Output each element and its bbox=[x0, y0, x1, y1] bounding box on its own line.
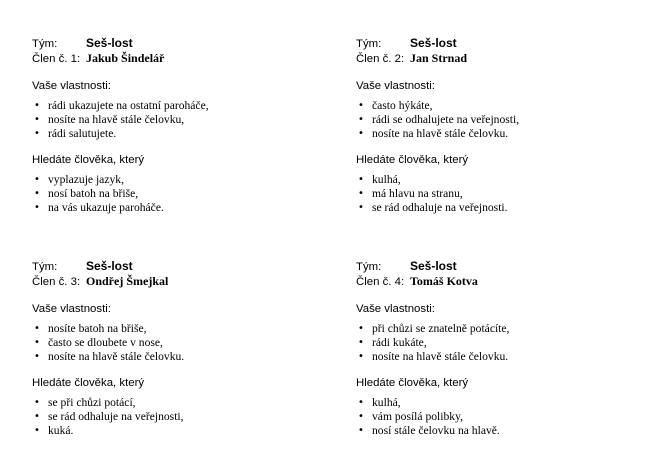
list-item-text: vyplazuje jazyk, bbox=[48, 173, 124, 186]
member-row bbox=[356, 274, 626, 289]
bullet-icon: • bbox=[34, 397, 40, 408]
list-item-text: nosí batoh na břiše, bbox=[48, 187, 139, 200]
list-item bbox=[32, 350, 302, 364]
team-row bbox=[356, 259, 626, 274]
team-label: Tým: bbox=[32, 38, 58, 50]
member-row bbox=[32, 274, 302, 289]
list-item-text: rádi ukazujete na ostatní paroháče, bbox=[48, 99, 209, 112]
bullet-icon: • bbox=[34, 323, 40, 334]
list-item-text: kulhá, bbox=[372, 173, 401, 186]
properties-heading: Vaše vlastnosti: bbox=[356, 303, 435, 315]
list-item-text: často hýkáte, bbox=[372, 99, 433, 112]
list-item bbox=[32, 322, 302, 336]
member-card-2 bbox=[356, 36, 626, 215]
bullet-icon: • bbox=[34, 337, 40, 348]
member-name: Ondřej Šmejkal bbox=[86, 274, 169, 288]
list-item-text: nosíte na hlavě stále čelovku. bbox=[48, 350, 185, 363]
bullet-icon: • bbox=[34, 188, 40, 199]
member-card-3 bbox=[32, 259, 302, 438]
bullet-icon: • bbox=[34, 174, 40, 185]
list-item-text: nosí stále čelovku na hlavě. bbox=[372, 424, 500, 437]
list-item bbox=[32, 410, 302, 424]
member-name: Tomáš Kotva bbox=[410, 274, 478, 288]
team-name: Seš-lost bbox=[410, 36, 457, 50]
bullet-icon: • bbox=[34, 411, 40, 422]
list-item bbox=[32, 113, 302, 127]
bullet-icon: • bbox=[34, 114, 40, 125]
list-item-text: nosíte na hlavě stále čelovku. bbox=[372, 350, 509, 363]
list-item-text: vám posílá polibky, bbox=[372, 410, 464, 423]
properties-list bbox=[356, 99, 626, 141]
list-item-text: kuká. bbox=[48, 424, 74, 437]
seeking-list bbox=[356, 173, 626, 215]
team-name: Seš-lost bbox=[410, 259, 457, 273]
list-item bbox=[32, 336, 302, 350]
bullet-icon: • bbox=[358, 128, 364, 139]
list-item-text: rádi se odhalujete na veřejnosti, bbox=[372, 113, 520, 126]
properties-heading: Vaše vlastnosti: bbox=[32, 80, 111, 92]
team-label: Tým: bbox=[356, 261, 382, 273]
properties-heading: Vaše vlastnosti: bbox=[32, 303, 111, 315]
list-item-text: rádi salutujete. bbox=[48, 127, 117, 140]
list-item-text: na vás ukazuje paroháče. bbox=[48, 201, 164, 214]
team-label: Tým: bbox=[356, 38, 382, 50]
member-label: Člen č. 1: bbox=[32, 53, 81, 65]
bullet-icon: • bbox=[358, 323, 364, 334]
member-card-4 bbox=[356, 259, 626, 438]
list-item bbox=[356, 350, 626, 364]
list-item bbox=[32, 173, 302, 187]
bullet-icon: • bbox=[358, 188, 364, 199]
bullet-icon: • bbox=[34, 128, 40, 139]
seeking-heading: Hledáte člověka, který bbox=[356, 154, 469, 166]
list-item-text: nosíte na hlavě stále čelovku, bbox=[48, 113, 185, 126]
member-card-1 bbox=[32, 36, 302, 215]
bullet-icon: • bbox=[358, 114, 364, 125]
list-item bbox=[356, 336, 626, 350]
list-item bbox=[356, 322, 626, 336]
bullet-icon: • bbox=[358, 397, 364, 408]
list-item bbox=[356, 201, 626, 215]
bullet-icon: • bbox=[34, 202, 40, 213]
member-row bbox=[356, 51, 626, 66]
bullet-icon: • bbox=[358, 411, 364, 422]
team-name: Seš-lost bbox=[86, 259, 133, 273]
list-item bbox=[356, 173, 626, 187]
list-item-text: se rád odhaluje na veřejnosti. bbox=[372, 201, 508, 214]
list-item bbox=[356, 113, 626, 127]
seeking-list bbox=[32, 396, 302, 438]
list-item-text: rádi kukáte, bbox=[372, 336, 427, 349]
bullet-icon: • bbox=[358, 202, 364, 213]
list-item bbox=[32, 127, 302, 141]
team-row bbox=[356, 36, 626, 51]
seeking-heading: Hledáte člověka, který bbox=[356, 377, 469, 389]
list-item-text: má hlavu na stranu, bbox=[372, 187, 463, 200]
bullet-icon: • bbox=[34, 100, 40, 111]
list-item bbox=[32, 201, 302, 215]
member-label: Člen č. 2: bbox=[356, 53, 405, 65]
properties-heading: Vaše vlastnosti: bbox=[356, 80, 435, 92]
seeking-list bbox=[356, 396, 626, 438]
member-row bbox=[32, 51, 302, 66]
list-item-text: nosíte batoh na břiše, bbox=[48, 322, 147, 335]
list-item bbox=[356, 424, 626, 438]
list-item-text: nosíte na hlavě stále čelovku. bbox=[372, 127, 509, 140]
bullet-icon: • bbox=[358, 425, 364, 436]
member-label: Člen č. 3: bbox=[32, 276, 81, 288]
member-name: Jakub Šindelář bbox=[86, 51, 165, 65]
list-item bbox=[356, 396, 626, 410]
list-item-text: se rád odhaluje na veřejnosti, bbox=[48, 410, 184, 423]
properties-list bbox=[32, 99, 302, 141]
properties-list bbox=[356, 322, 626, 364]
bullet-icon: • bbox=[34, 351, 40, 362]
list-item bbox=[356, 127, 626, 141]
list-item-text: často se dloubete v nose, bbox=[48, 336, 163, 349]
list-item bbox=[32, 99, 302, 113]
list-item bbox=[32, 424, 302, 438]
seeking-list bbox=[32, 173, 302, 215]
seeking-heading: Hledáte člověka, který bbox=[32, 154, 145, 166]
list-item bbox=[32, 187, 302, 201]
member-label: Člen č. 4: bbox=[356, 276, 405, 288]
bullet-icon: • bbox=[358, 174, 364, 185]
list-item bbox=[32, 396, 302, 410]
bullet-icon: • bbox=[34, 425, 40, 436]
team-row bbox=[32, 259, 302, 274]
list-item bbox=[356, 99, 626, 113]
seeking-heading: Hledáte člověka, který bbox=[32, 377, 145, 389]
bullet-icon: • bbox=[358, 351, 364, 362]
team-label: Tým: bbox=[32, 261, 58, 273]
list-item bbox=[356, 187, 626, 201]
list-item bbox=[356, 410, 626, 424]
properties-list bbox=[32, 322, 302, 364]
team-name: Seš-lost bbox=[86, 36, 133, 50]
list-item-text: se při chůzi potácí, bbox=[48, 396, 136, 409]
team-row bbox=[32, 36, 302, 51]
list-item-text: kulhá, bbox=[372, 396, 401, 409]
bullet-icon: • bbox=[358, 100, 364, 111]
bullet-icon: • bbox=[358, 337, 364, 348]
list-item-text: při chůzi se znatelně potácíte, bbox=[372, 322, 510, 335]
member-name: Jan Strnad bbox=[410, 51, 468, 65]
